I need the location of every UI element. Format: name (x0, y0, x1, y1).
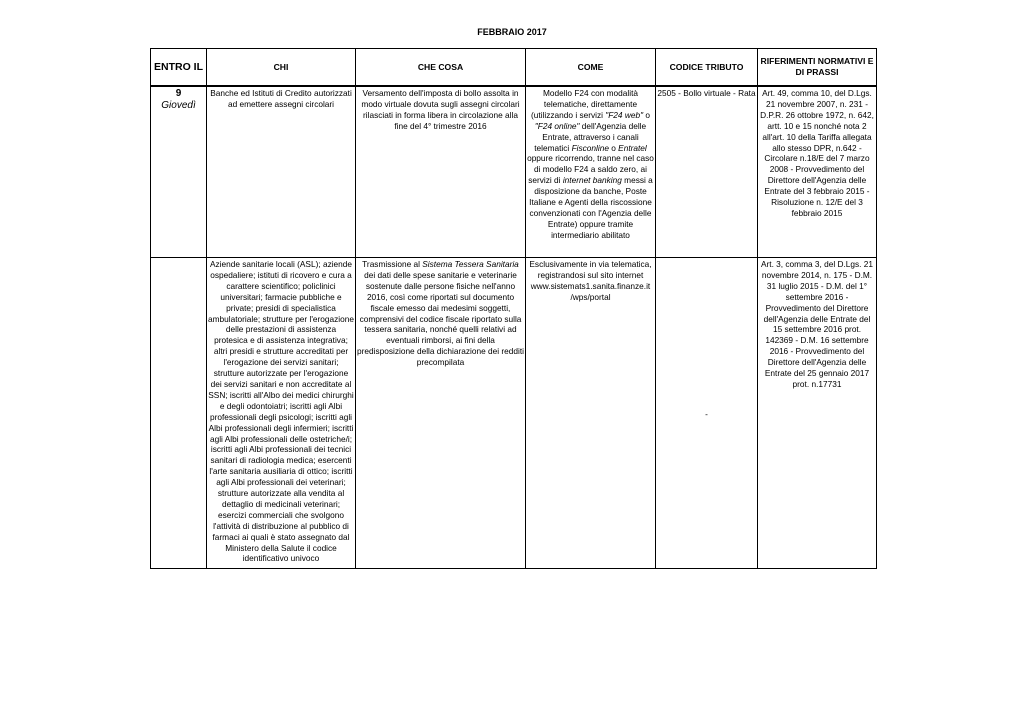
codice-tributo-dash: - (705, 409, 708, 419)
cell-entro-il (151, 86, 207, 258)
day-name: Giovedì (161, 100, 196, 111)
cell-chi: Aziende sanitarie locali (ASL); aziende ospedaliere; istituti di ricovero e cura a carattere scientifico; policlinici universitari; farmacie pubbliche e private; presidi di specialistica ambulatoriale; strutture per l'erogazione delle prestazioni di assistenza protesica e di assistenza integrativa; altri presidi e strutture accreditati per l'erogazione dei servizi sanitari; strutture autorizzate per l'erogazione dei servizi sanitari e non accreditate al SSN; iscritti all'Albo dei medici chirurghi e degli odontoiatri; iscritti agli Albi professionali degli psicologi; iscritti agli Albi professionali degli infermieri; iscritti agli Albi professionali delle ostetriche/i; iscritti agli Albi professionali dei tecnici sanitari di radiologia medica; esercenti l'arte sanitaria ausiliaria di ottico; iscritti agli Albi professionali dei veterinari; strutture autorizzate alla vendita al dettaglio di medicinali veterinari; esercizi commerciali che svolgono l'attività di distribuzione al pubblico di farmaci ai quali è stato assegnato dal Ministero della Salute il codice identificativo univoco (207, 258, 356, 569)
table-row (151, 258, 877, 569)
header-che-cosa: CHE COSA (356, 49, 526, 87)
come-italic: internet banking (562, 175, 622, 186)
come-text: dell'Agenzia delle Entrate, attraverso i canali telematici (534, 120, 647, 153)
cell-che-cosa: Versamento dell'imposta di bollo assolta in modo virtuale dovuta sugli assegni circolari rilasciati in forma libera in circolazione alla fine del 4° trimestre 2016 (356, 86, 526, 258)
come-italic: Fisconline (571, 142, 609, 153)
che-cosa-text: Trasmissione al (362, 259, 423, 269)
table-header-row (151, 49, 877, 87)
cell-codice-tributo (656, 258, 758, 569)
cell-riferimenti: Art. 49, comma 10, del D.Lgs. 21 novembre 2007, n. 231 - D.P.R. 26 ottobre 1972, n. 642, artt. 10 e 15 nonché nota 2 all'art. 10 della Tariffa allegata allo stesso DPR, n.642 - Circolare n.18/E del 7 marzo 2008 - Provvedimento del Direttore dell'Agenzia delle Entrate del 3 febbraio 2015 - Risoluzione n. 12/E del 3 febbraio 2015 (758, 86, 877, 258)
cell-entro-il (151, 258, 207, 569)
cell-chi: Banche ed Istituti di Credito autorizzati ad emettere assegni circolari (207, 86, 356, 258)
come-italic: Entratel (618, 142, 647, 153)
come-text: o (608, 142, 619, 153)
come-italic: "F24 web" (605, 109, 644, 120)
header-come: COME (526, 49, 656, 87)
deadline-table (150, 48, 877, 569)
cell-come (526, 86, 656, 258)
che-cosa-italic: Sistema Tessera Sanitaria (422, 259, 519, 269)
cell-che-cosa (356, 258, 526, 569)
cell-riferimenti: Art. 3, comma 3, del D.Lgs. 21 novembre 2014, n. 175 - D.M. 31 luglio 2015 - D.M. del 1° settembre 2016 - Provvedimento del Direttore dell'Agenzia delle Entrate del 15 settembre 2016 prot. 142369 - D.M. 16 settembre 2016 - Provvedimento del Direttore dell'Agenzia delle Entrate del 25 gennaio 2017 prot. n.17731 (758, 258, 877, 569)
header-chi: CHI (207, 49, 356, 87)
cell-come: Esclusivamente in via telematica, registrandosi sul sito internet www.sistemats1.sanita.finanze.it /wps/portal (526, 258, 656, 569)
come-text: oppure ricorrendo, tranne nel caso di modello F24 a saldo zero, ai servizi di (527, 153, 654, 186)
come-text: o (643, 109, 650, 120)
come-text: Modello F24 con modalità telematiche, direttamente (utilizzando i servizi (531, 88, 638, 120)
day-number: 9 (175, 88, 182, 99)
header-entro-il: ENTRO IL (151, 49, 207, 87)
come-text: messi a disposizione da banche, Poste Italiane e Agenti della riscossione convenzionati con l'Agenzia delle Entrate) oppure tramite intermediario abilitato (529, 175, 653, 240)
cell-codice-tributo: 2505 - Bollo virtuale - Rata (656, 86, 758, 258)
header-riferimenti: RIFERIMENTI NORMATIVI E DI PRASSI (758, 49, 877, 87)
che-cosa-text: dei dati delle spese sanitarie e veterinarie sostenute dalle persone fisiche nell'anno 2016, così come riportati sul documento fiscale emesso dai medesimi soggetti, comprensivi del codice fiscale riportato sulla tessera sanitaria, nonché quelli relativi ad eventuali rimborsi, ai fini della predisposizione della dichiarazione dei redditi precompilata (357, 269, 524, 368)
table-row (151, 86, 877, 258)
document-title: FEBBRAIO 2017 (477, 27, 547, 37)
header-codice-tributo: CODICE TRIBUTO (656, 49, 758, 87)
come-italic: "F24 online" (534, 120, 580, 131)
